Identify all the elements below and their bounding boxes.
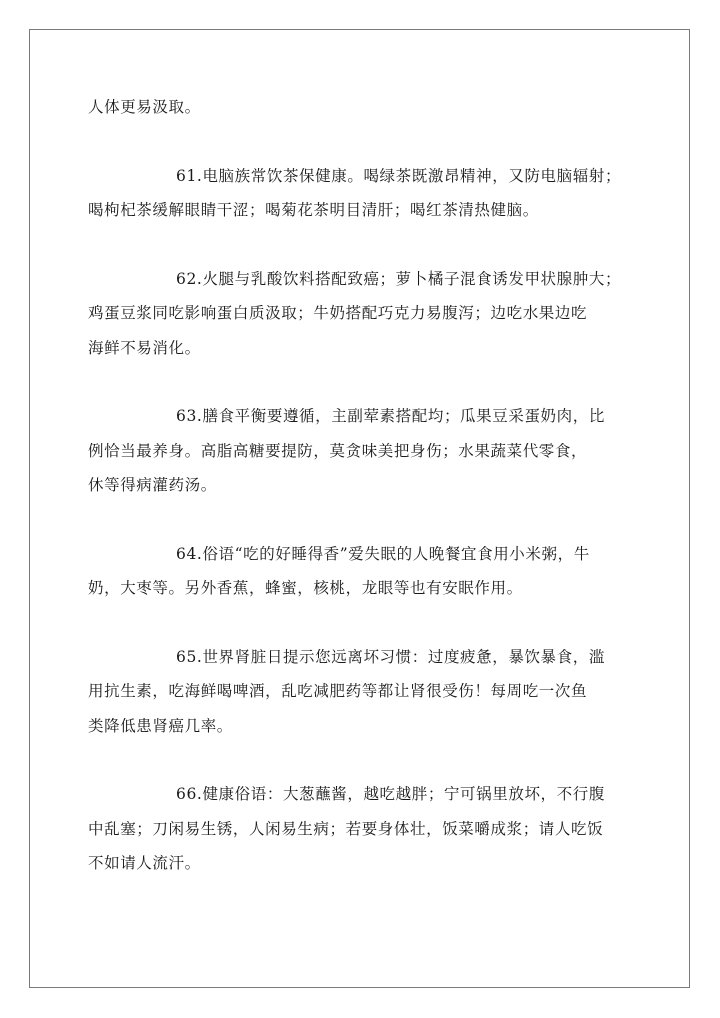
document-body — [88, 90, 634, 881]
text-line: 类降低患肾癌几率。 — [88, 716, 233, 735]
text-line: 62.火腿与乳酸饮料搭配致癌；萝卜橘子混食诱发甲状腺肿大； — [176, 269, 622, 288]
paragraph-gap — [88, 228, 634, 262]
text-line: 63.膳食平衡要遵循，主副荤素搭配均；瓜果豆采蛋奶肉，比 — [176, 407, 605, 425]
paragraph-gap — [88, 365, 634, 399]
text-line: 休等得病灌药汤。 — [88, 476, 217, 494]
text-line: 61.电脑族常饮茶保健康。喝绿茶既激昂精神，又防电脑辐射； — [176, 166, 622, 185]
paragraph-gap — [88, 606, 634, 640]
text-line: 人体更易汲取。 — [88, 98, 201, 116]
paragraph-gap — [88, 743, 634, 777]
paragraph-gap — [88, 125, 634, 159]
text-line: 66.健康俗语：大葱蘸酱，越吃越胖；宁可锅里放坏，不行腹 — [176, 785, 605, 803]
text-line: 65.世界肾脏日提示您远离坏习惯：过度疲惫，暴饮暴食，滥 — [176, 647, 605, 666]
paragraph-gap — [88, 503, 634, 537]
text-line: 鸡蛋豆浆同吃影响蛋白质汲取；牛奶搭配巧克力易腹泻；边吃水果边吃 — [88, 304, 588, 322]
text-line: 中乱塞；刀闲易生锈，人闲易生病；若要身体壮，饭菜嚼成浆；请人吃饭 — [88, 819, 604, 838]
text-line: 例恰当最养身。高脂高糖要提防，莫贪味美把身伤；水果蔬菜代零食， — [88, 441, 588, 460]
text-line: 海鲜不易消化。 — [88, 338, 201, 357]
text-line: 用抗生素，吃海鲜喝啤酒，乱吃减肥药等都让肾很受伤！每周吃一次鱼 — [88, 682, 588, 700]
text-line: 喝枸杞茶缓解眼睛干涩；喝菊花茶明目清肝；喝红茶清热健脑。 — [88, 201, 539, 219]
text-line: 64.俗语“吃的好睡得香”爱失眠的人晚餐宜食用小米粥，牛 — [176, 544, 590, 563]
text-line: 不如请人流汗。 — [88, 854, 201, 872]
text-line: 奶，大枣等。另外香蕉，蜂蜜，核桃，龙眼等也有安眠作用。 — [88, 579, 523, 597]
